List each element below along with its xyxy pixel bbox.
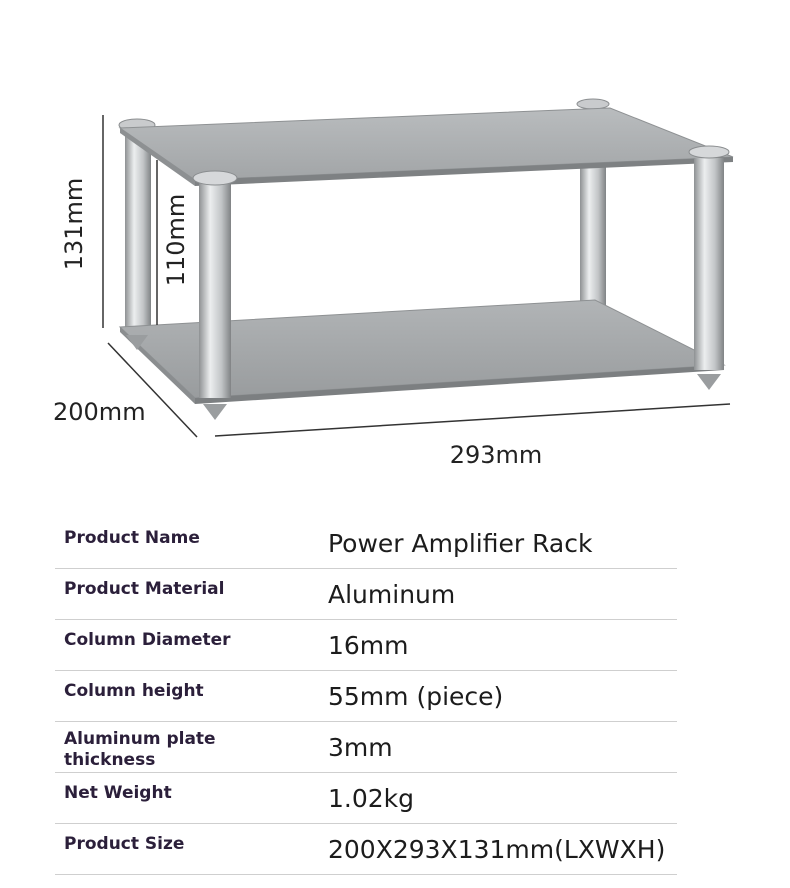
spec-row-product-size bbox=[55, 824, 677, 875]
spec-row-column-height bbox=[55, 671, 677, 722]
spec-value: 16mm bbox=[328, 631, 409, 660]
spec-label: Product Material bbox=[64, 579, 225, 599]
spec-label: Product Size bbox=[64, 834, 185, 854]
spec-value: 3mm bbox=[328, 733, 393, 762]
spec-value: 55mm (piece) bbox=[328, 682, 504, 711]
spec-row-net-weight bbox=[55, 773, 677, 824]
spec-value: Power Amplifier Rack bbox=[328, 529, 593, 558]
width-label: 293mm bbox=[449, 441, 543, 469]
spec-value: 200X293X131mm(LXWXH) bbox=[328, 835, 666, 864]
spec-label: Aluminum plate thickness bbox=[64, 729, 216, 770]
front-right-column bbox=[689, 146, 729, 390]
depth-label: 200mm bbox=[53, 398, 146, 426]
spec-value: 1.02kg bbox=[328, 784, 415, 813]
spec-row-plate-thickness bbox=[55, 722, 677, 773]
spec-row-product-name bbox=[55, 518, 677, 569]
spec-row-product-material bbox=[55, 569, 677, 620]
spec-label: Column Diameter bbox=[64, 630, 231, 650]
height-total-label: 131mm bbox=[60, 177, 88, 271]
spec-label: Net Weight bbox=[64, 783, 172, 803]
spec-table bbox=[55, 518, 677, 875]
spec-row-column-diameter bbox=[55, 620, 677, 671]
height-inner-label: 110mm bbox=[162, 193, 190, 287]
front-left-column bbox=[193, 171, 237, 420]
spec-label: Product Name bbox=[64, 528, 200, 548]
spec-value: Aluminum bbox=[328, 580, 456, 609]
spec-label: Column height bbox=[64, 681, 204, 701]
